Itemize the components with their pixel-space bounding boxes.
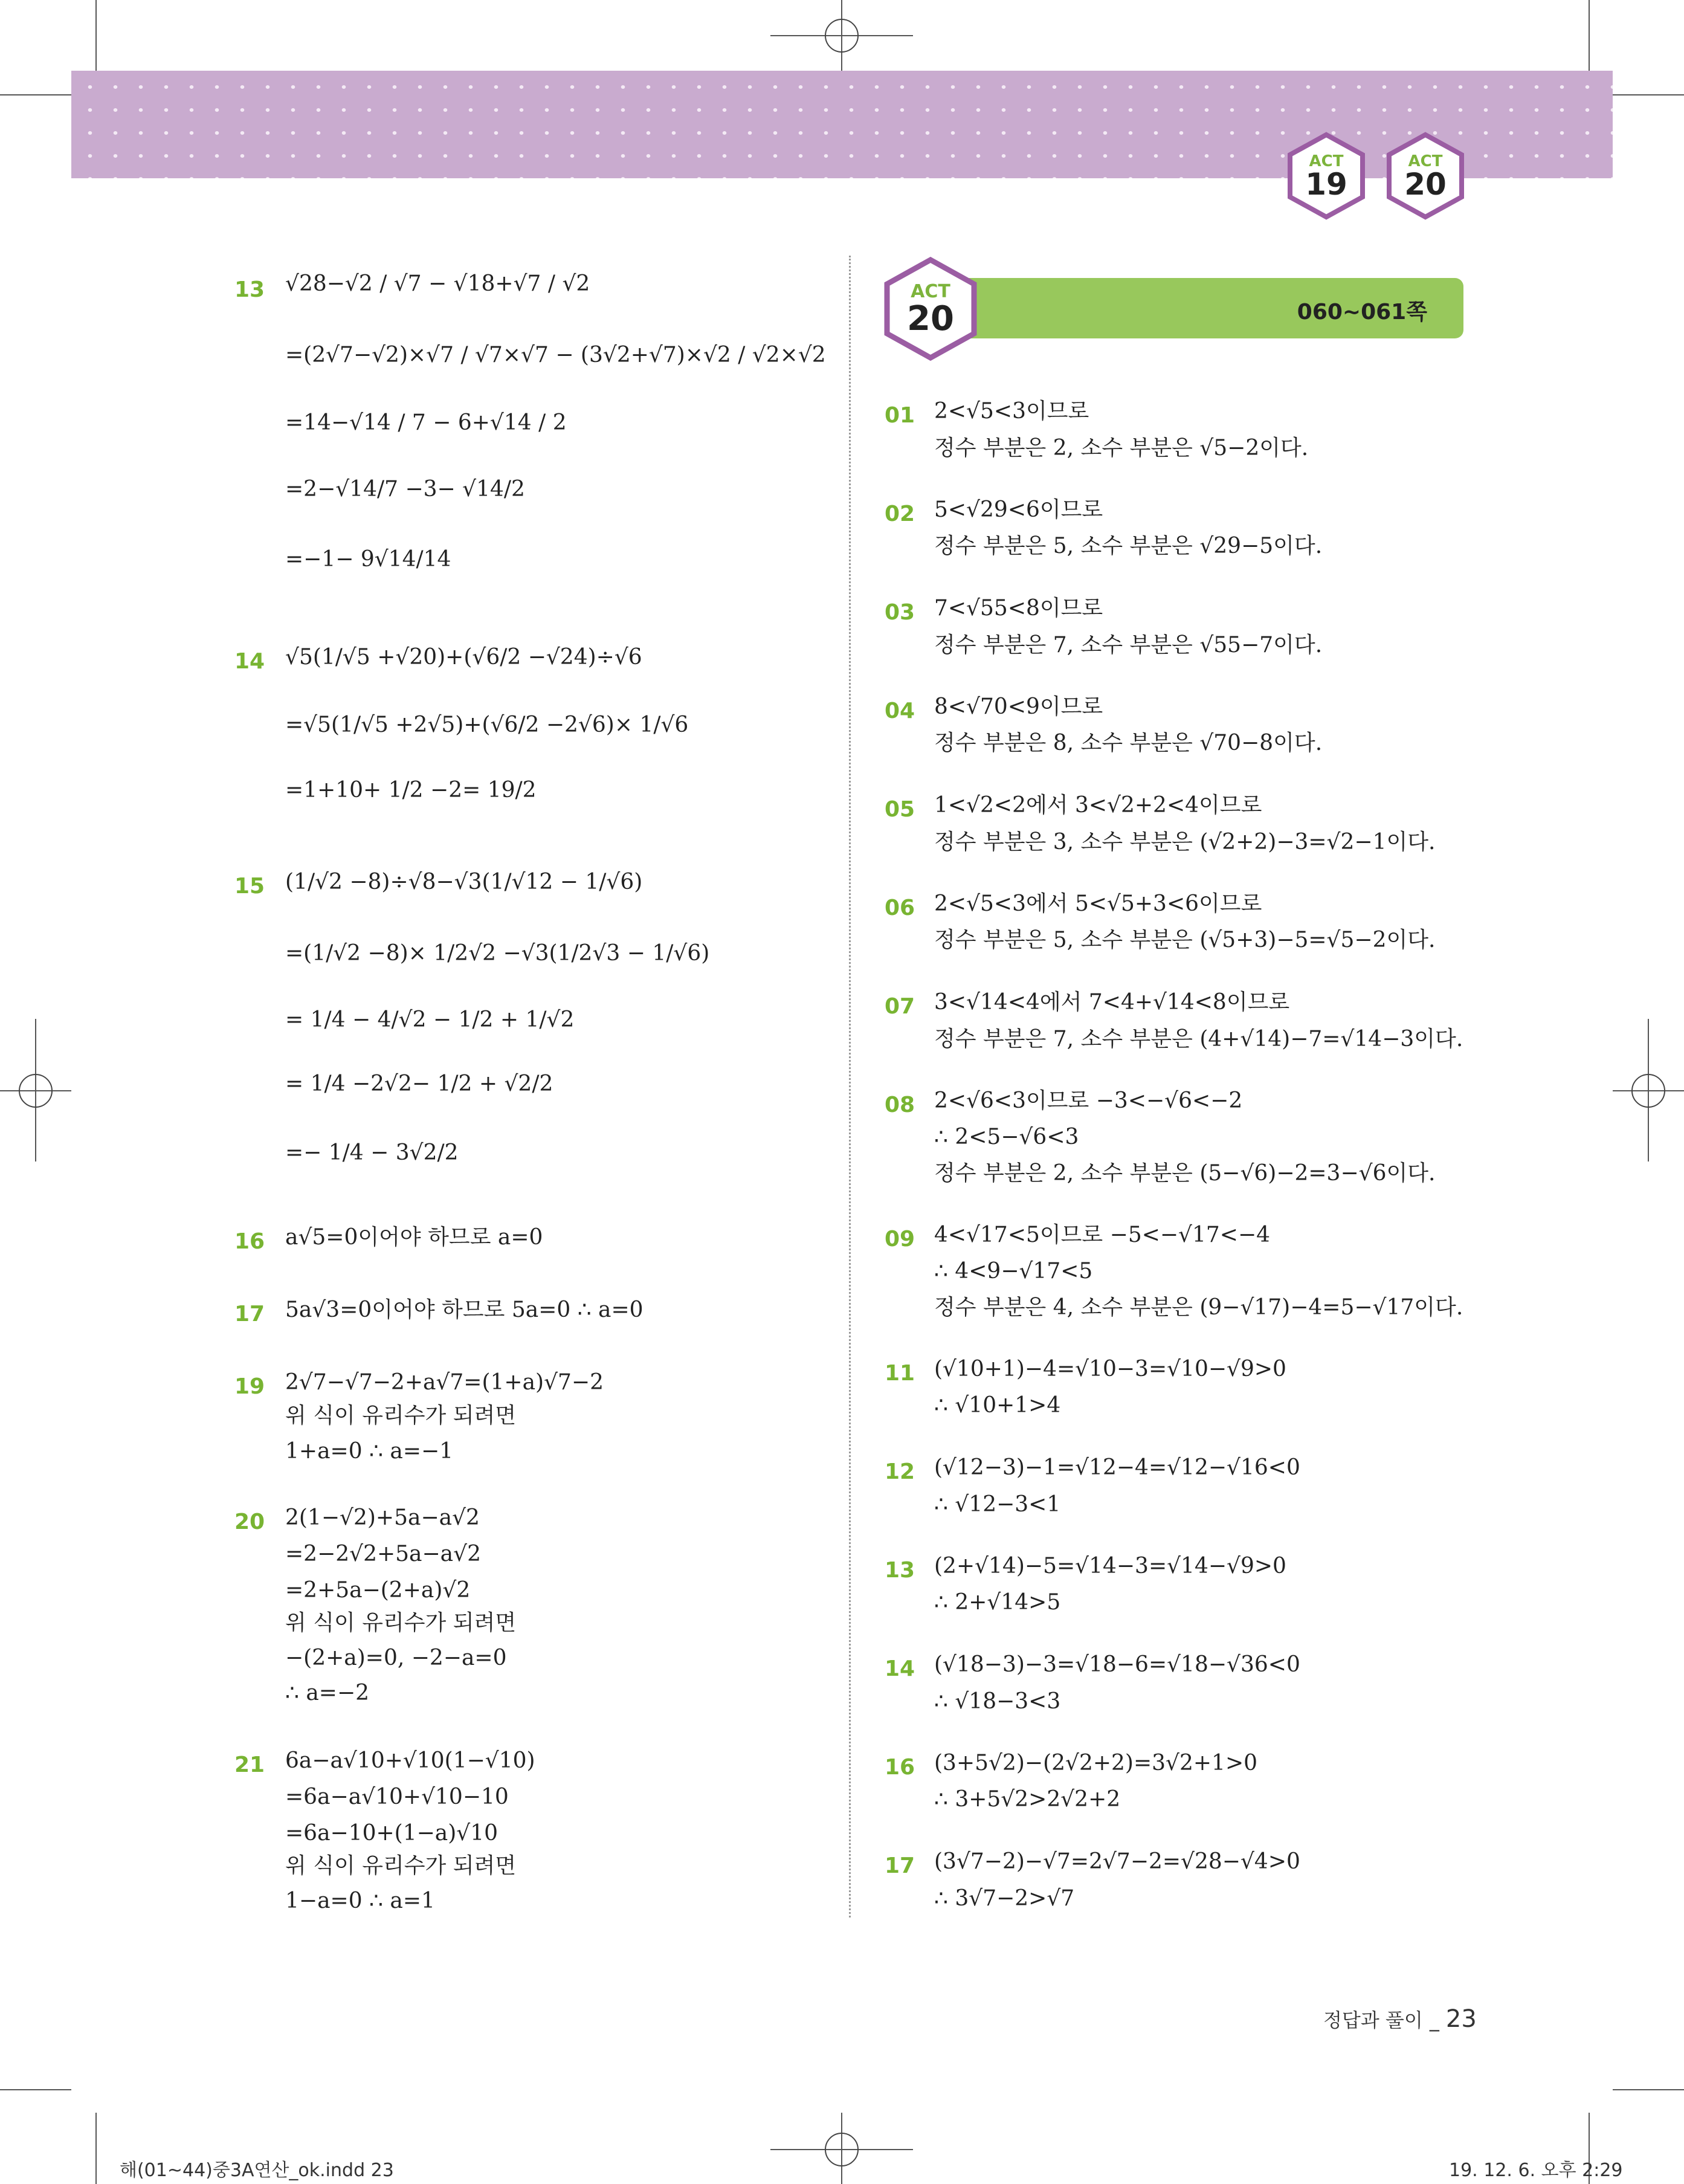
footer-label: 정답과 풀이 (1323, 2009, 1423, 2032)
problem-number: 05 (885, 797, 915, 822)
solution-line: (√18−3)−3=√18−6=√18−√36<0 (934, 1652, 1300, 1677)
solution-line: 정수 부분은 3, 소수 부분은 (√2+2)−3=√2−1이다. (934, 830, 1436, 855)
solution-line: 위 식이 유리수가 되려면 (285, 1403, 517, 1428)
solution-line: =√5(1/√5 +2√5)+(√6/2 −2√6)× 1/√6 (285, 712, 689, 737)
section-act-badge (883, 257, 978, 361)
page-number: 23 (1445, 2005, 1477, 2033)
solution-line: 정수 부분은 5, 소수 부분은 √29−5이다. (934, 534, 1323, 558)
solution-line: (√10+1)−4=√10−3=√10−√9>0 (934, 1357, 1286, 1381)
badge-number: 19 (1305, 167, 1347, 202)
solution-line: 2<√5<3에서 5<√5+3<6이므로 (934, 891, 1262, 916)
solution-line: 정수 부분은 2, 소수 부분은 (5−√6)−2=3−√6이다. (934, 1161, 1436, 1186)
problem-number: 04 (885, 699, 915, 723)
solution-line: =6a−a√10+√10−10 (285, 1785, 509, 1809)
crop-mark (95, 2113, 97, 2184)
registration-circle (825, 19, 859, 53)
problem-number: 13 (885, 1558, 915, 1583)
crop-mark (95, 0, 97, 71)
solution-line: ∴ 3+5√2>2√2+2 (934, 1787, 1121, 1812)
problem-number: 08 (885, 1093, 915, 1117)
problem-number: 02 (885, 502, 915, 526)
print-file-info: 해(01~44)중3A연산_ok.indd 23 (120, 2160, 394, 2181)
solution-line: =−1− 9√14/14 (285, 547, 451, 572)
solution-line: ∴ √18−3<3 (934, 1689, 1061, 1714)
page-footer (1323, 2005, 1477, 2033)
solution-line: =14−√14 / 7 − 6+√14 / 2 (285, 410, 567, 435)
solution-line: ∴ 2+√14>5 (934, 1590, 1061, 1615)
act-badge-19 (1287, 132, 1366, 220)
solution-line: 위 식이 유리수가 되려면 (285, 1611, 517, 1635)
solution-line: a√5=0이어야 하므로 a=0 (285, 1225, 543, 1250)
header-band (71, 71, 1613, 178)
problem-number: 09 (885, 1227, 915, 1252)
crop-mark (0, 94, 71, 95)
badge-act-label: ACT (1309, 152, 1344, 170)
problem-number: 12 (885, 1459, 915, 1484)
solution-line: 정수 부분은 2, 소수 부분은 √5−2이다. (934, 436, 1309, 460)
solution-line: (2+√14)−5=√14−3=√14−√9>0 (934, 1554, 1286, 1578)
section-act-number: 20 (907, 299, 954, 338)
crop-mark (1589, 0, 1590, 71)
problem-number: 19 (234, 1374, 265, 1399)
solution-line: ∴ 3√7−2>√7 (934, 1886, 1075, 1911)
print-date-info: 19. 12. 6. 오후 2:29 (1449, 2160, 1623, 2181)
problem-number: 20 (234, 1510, 265, 1534)
registration-circle (1631, 1074, 1665, 1108)
problem-number: 17 (234, 1302, 265, 1326)
badge-number: 20 (1404, 167, 1447, 202)
problem-number: 01 (885, 403, 915, 428)
problem-number: 06 (885, 896, 915, 920)
solution-line: ∴ a=−2 (285, 1681, 370, 1705)
solution-line: =2+5a−(2+a)√2 (285, 1578, 471, 1603)
registration-circle (825, 2133, 859, 2166)
solution-line: 정수 부분은 8, 소수 부분은 √70−8이다. (934, 731, 1323, 755)
solution-line: 정수 부분은 5, 소수 부분은 (√5+3)−5=√5−2이다. (934, 928, 1436, 952)
crop-mark (1613, 94, 1684, 95)
section-act-label: ACT (911, 281, 950, 302)
solution-line: ∴ √12−3<1 (934, 1492, 1061, 1517)
solution-line: (√12−3)−1=√12−4=√12−√16<0 (934, 1455, 1300, 1480)
solution-line: =(2√7−√2)×√7 / √7×√7 − (3√2+√7)×√2 / √2×√2 (285, 343, 826, 367)
footer-separator: _ (1429, 2009, 1439, 2032)
solution-line: 1−a=0 ∴ a=1 (285, 1888, 435, 1913)
solution-line: (3+5√2)−(2√2+2)=3√2+1>0 (934, 1751, 1258, 1775)
solution-line: 2<√6<3이므로 −3<−√6<−2 (934, 1088, 1243, 1113)
problem-number: 16 (234, 1229, 265, 1254)
problem-number: 21 (234, 1753, 265, 1777)
solution-line: 1+a=0 ∴ a=−1 (285, 1439, 454, 1464)
solution-line: 5a√3=0이어야 하므로 5a=0 ∴ a=0 (285, 1297, 644, 1322)
solution-line: = 1/4 −2√2− 1/2 + √2/2 (285, 1071, 553, 1096)
solution-line: (3√7−2)−√7=2√7−2=√28−√4>0 (934, 1849, 1300, 1874)
problem-number: 16 (885, 1755, 915, 1780)
solution-line: =(1/√2 −8)× 1/2√2 −√3(1/2√3 − 1/√6) (285, 941, 710, 966)
solution-line: 2(1−√2)+5a−a√2 (285, 1505, 480, 1530)
badge-act-label: ACT (1408, 152, 1443, 170)
solution-line: ∴ √10+1>4 (934, 1393, 1061, 1418)
solution-line: 1<√2<2에서 3<√2+2<4이므로 (934, 793, 1262, 818)
solution-line: √5(1/√5 +√20)+(√6/2 −√24)÷√6 (285, 645, 642, 670)
solution-line: =2−√14/7 −3− √14/2 (285, 477, 525, 502)
section-bar (924, 278, 1463, 338)
problem-number: 03 (885, 600, 915, 625)
problem-number: 07 (885, 994, 915, 1019)
solution-line: √28−√2 / √7 − √18+√7 / √2 (285, 271, 590, 296)
solution-line: ∴ 2<5−√6<3 (934, 1125, 1079, 1149)
solution-line: ∴ 4<9−√17<5 (934, 1259, 1093, 1284)
solution-line: =6a−10+(1−a)√10 (285, 1821, 498, 1846)
problem-number: 17 (885, 1853, 915, 1878)
solution-line: = 1/4 − 4/√2 − 1/2 + 1/√2 (285, 1007, 575, 1032)
solution-line: 정수 부분은 7, 소수 부분은 (4+√14)−7=√14−3이다. (934, 1027, 1463, 1052)
solution-line: =1+10+ 1/2 −2= 19/2 (285, 778, 537, 803)
act-badge-20 (1386, 132, 1465, 220)
solution-line: =− 1/4 − 3√2/2 (285, 1140, 459, 1165)
crop-mark (0, 2089, 71, 2090)
solution-line: 5<√29<6이므로 (934, 497, 1103, 522)
column-divider (849, 256, 851, 1917)
solution-line: 4<√17<5이므로 −5<−√17<−4 (934, 1223, 1271, 1247)
problem-number: 14 (234, 649, 265, 674)
solution-line: 6a−a√10+√10(1−√10) (285, 1748, 535, 1773)
solution-line: (1/√2 −8)÷√8−√3(1/√12 − 1/√6) (285, 870, 643, 894)
solution-line: −(2+a)=0, −2−a=0 (285, 1646, 507, 1670)
registration-circle (19, 1074, 53, 1108)
crop-mark (1613, 2089, 1684, 2090)
problem-number: 15 (234, 874, 265, 899)
problem-number: 14 (885, 1656, 915, 1681)
solution-line: 위 식이 유리수가 되려면 (285, 1853, 517, 1878)
solution-line: 정수 부분은 7, 소수 부분은 √55−7이다. (934, 633, 1323, 657)
solution-line: 7<√55<8이므로 (934, 596, 1103, 621)
solution-line: 2√7−√7−2+a√7=(1+a)√7−2 (285, 1370, 604, 1395)
section-page-range: 060~061쪽 (1297, 300, 1427, 325)
solution-line: =2−2√2+5a−a√2 (285, 1542, 481, 1566)
solution-line: 3<√14<4에서 7<4+√14<8이므로 (934, 990, 1290, 1015)
solution-line: 정수 부분은 4, 소수 부분은 (9−√17)−4=5−√17이다. (934, 1295, 1463, 1320)
problem-number: 13 (234, 277, 265, 302)
solution-line: 2<√5<3이므로 (934, 399, 1089, 424)
problem-number: 11 (885, 1361, 915, 1386)
solution-line: 8<√70<9이므로 (934, 694, 1103, 719)
